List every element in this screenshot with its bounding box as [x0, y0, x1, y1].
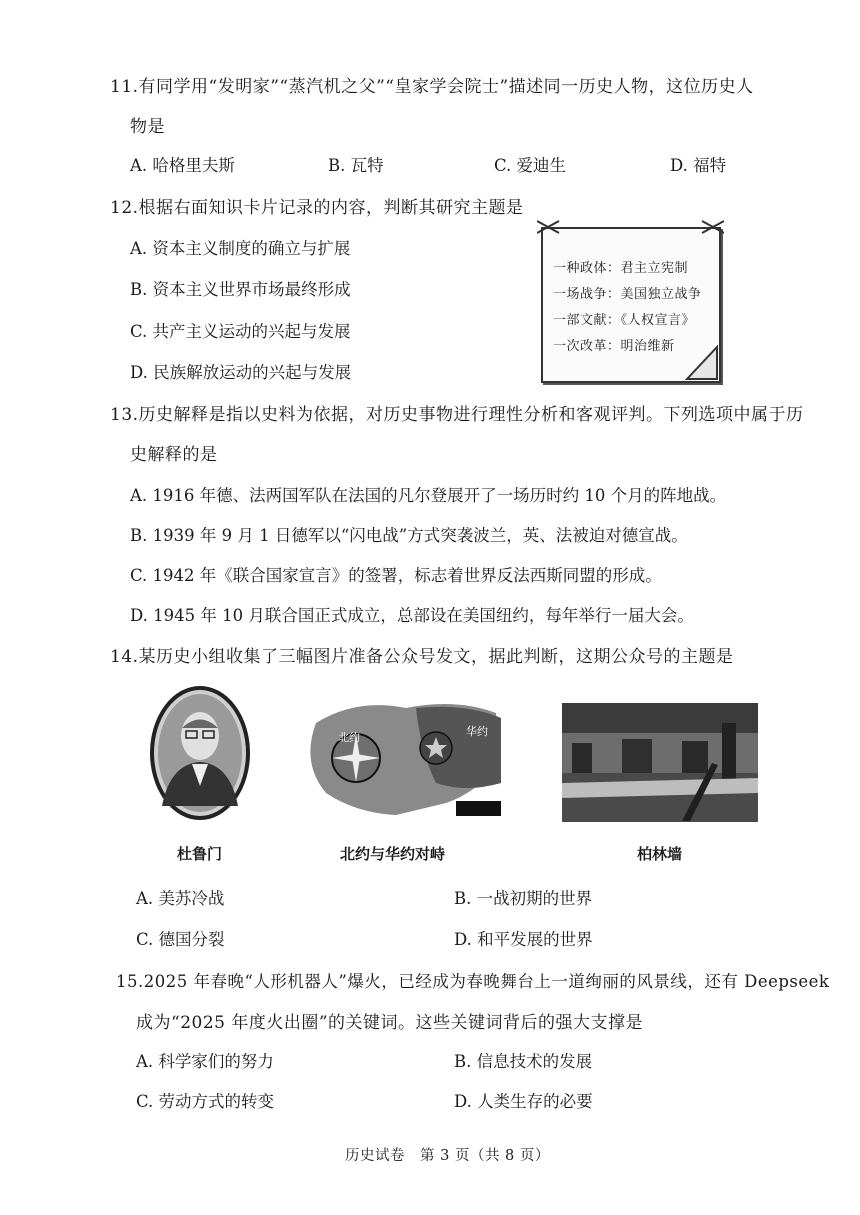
q13-option-b[interactable]: B. 1939 年 9 月 1 日德军以“闪电战”方式突袭波兰，英、法被迫对德宣战。: [130, 526, 688, 545]
truman-portrait-image: [150, 686, 250, 821]
q11-option-c[interactable]: C. 爱迪生: [494, 156, 567, 175]
card-line-2: 一场战争：美国独立战争: [553, 287, 702, 302]
q11-option-b[interactable]: B. 瓦特: [328, 156, 384, 175]
q13-stem-line2: 史解释的是: [130, 445, 218, 465]
q15-option-a[interactable]: A. 科学家们的努力: [136, 1052, 274, 1071]
q13-option-c[interactable]: C. 1942 年《联合国家宣言》的签署，标志着世界反法西斯同盟的形成。: [130, 566, 662, 585]
q11-stem-line2: 物是: [130, 117, 165, 137]
q15-stem-line1: 15.2025 年春晚“人形机器人”爆火，已经成为春晚舞台上一道绚丽的风景线，还有 Deepseek: [116, 972, 830, 991]
card-decoration-icon: [537, 219, 724, 381]
caption-truman: 杜鲁门: [177, 845, 223, 863]
q14-option-b[interactable]: B. 一战初期的世界: [454, 889, 593, 908]
nato-warsaw-map-image: [296, 693, 504, 820]
q14-option-c[interactable]: C. 德国分裂: [136, 930, 225, 949]
map-label-nato: 北约: [338, 731, 360, 744]
q15-stem-line2: 成为“2025 年度火出圈”的关键词。这些关键词背后的强大支撑是: [136, 1013, 644, 1033]
q13-option-a[interactable]: A. 1916 年德、法两国军队在法国的凡尔登展开了一场历时约 10 个月的阵地战。: [130, 486, 727, 505]
q12-option-c[interactable]: C. 共产主义运动的兴起与发展: [130, 322, 351, 341]
q12-option-b[interactable]: B. 资本主义世界市场最终形成: [130, 280, 351, 299]
q14-stem: 14.某历史小组收集了三幅图片准备公众号发文，据此判断，这期公众号的主题是: [110, 647, 734, 667]
caption-berlin-wall: 柏林墙: [637, 845, 683, 863]
q13-stem-line1: 13.历史解释是指以史料为依据，对历史事物进行理性分析和客观评判。下列选项中属于历: [110, 405, 804, 425]
q14-option-a[interactable]: A. 美苏冷战: [136, 889, 225, 908]
caption-nato-warsaw: 北约与华约对峙: [340, 845, 446, 863]
q15-option-b[interactable]: B. 信息技术的发展: [454, 1052, 593, 1071]
q15-option-c[interactable]: C. 劳动方式的转变: [136, 1092, 275, 1111]
knowledge-card: [537, 219, 724, 381]
q15-option-d[interactable]: D. 人类生存的必要: [454, 1092, 593, 1111]
q12-stem: 12.根据右面知识卡片记录的内容，判断其研究主题是: [110, 198, 524, 218]
page-footer: 历史试卷 第 3 页（共 8 页）: [345, 1148, 550, 1164]
map-label-warsaw: 华约: [466, 725, 488, 738]
q11-stem-line1: 11.有同学用“发明家”“蒸汽机之父”“皇家学会院士”描述同一历史人物，这位历史人: [110, 77, 754, 97]
q12-option-a[interactable]: A. 资本主义制度的确立与扩展: [130, 239, 351, 258]
card-line-1: 一种政体：君主立宪制: [553, 261, 689, 276]
berlin-wall-image: [562, 703, 758, 822]
q11-option-d[interactable]: D. 福特: [670, 156, 727, 175]
q12-option-d[interactable]: D. 民族解放运动的兴起与发展: [130, 363, 352, 382]
q14-option-d[interactable]: D. 和平发展的世界: [454, 930, 593, 949]
card-line-3: 一部文献：《人权宣言》: [553, 313, 696, 328]
q11-option-a[interactable]: A. 哈格里夫斯: [130, 156, 235, 175]
card-line-4: 一次改革：明治维新: [553, 339, 675, 354]
q13-option-d[interactable]: D. 1945 年 10 月联合国正式成立，总部设在美国纽约，每年举行一届大会。: [130, 606, 694, 625]
